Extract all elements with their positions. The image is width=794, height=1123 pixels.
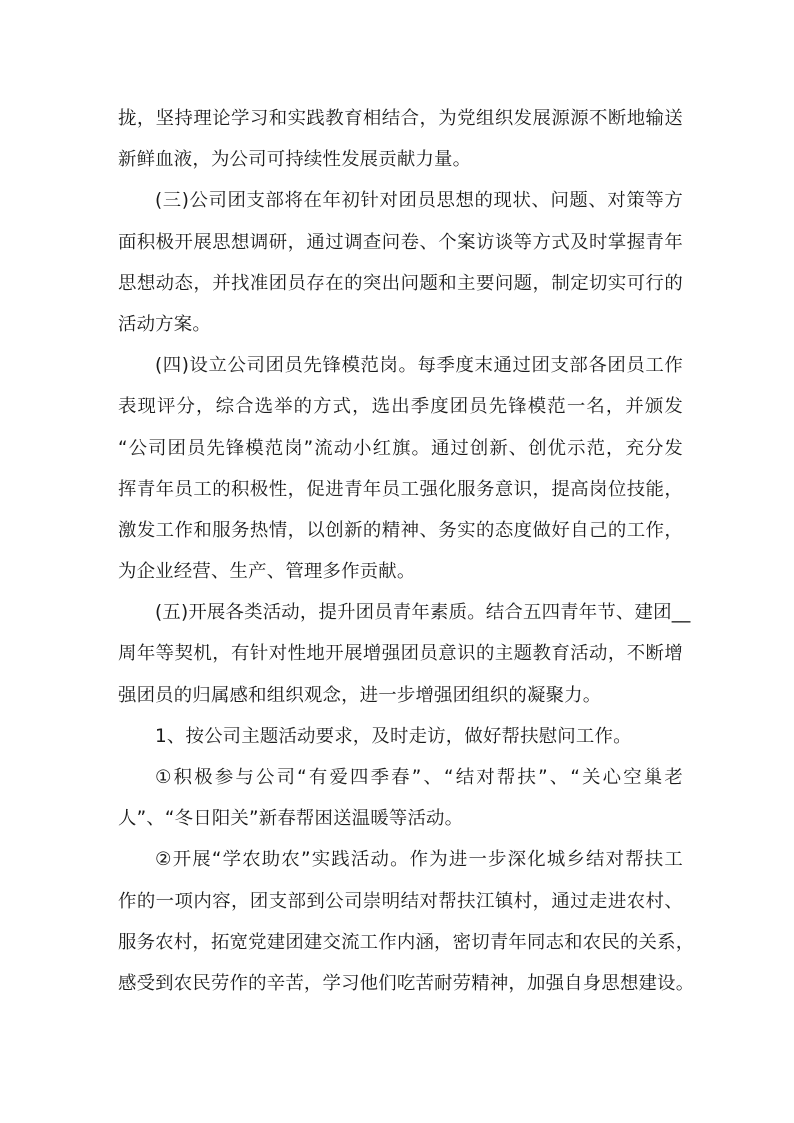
sub-item-one-line-2: 人”、“冬日阳关”新春帮困送温暖等活动。 <box>118 808 464 830</box>
paragraph-five-line-1: (五)开展各类活动，提升团员青年素质。结合五四青年节、建团__ <box>155 602 691 624</box>
sub-item-two-line-1: ②开展“学农助农”实践活动。作为进一步深化城乡结对帮扶工 <box>155 849 683 871</box>
document-body <box>118 98 695 1004</box>
paragraph-four-line-5: 激发工作和服务热情，以创新的精神、务实的态度做好自己的工作， <box>118 519 683 541</box>
item-one-line: 1、按公司主题活动要求，及时走访，做好帮扶慰问工作。 <box>155 725 632 747</box>
sub-item-two-line-4: 感受到农民劳作的辛苦，学习他们吃苦耐劳精神，加强自身思想建设。 <box>118 972 695 994</box>
paragraph-five-line-2: 周年等契机，有针对性地开展增强团员意识的主题教育活动，不断增 <box>118 643 683 665</box>
sub-item-two-line-3: 服务农村，拓宽党建团建交流工作内涵，密切青年同志和农民的关系， <box>118 931 695 953</box>
sub-item-two-line-2: 作的一项内容，团支部到公司崇明结对帮扶江镇村，通过走进农村、 <box>118 890 683 912</box>
paragraph-three-line-4: 活动方案。 <box>118 313 211 335</box>
paragraph-four-line-1: (四)设立公司团员先锋模范岗。每季度末通过团支部各团员工作 <box>155 355 683 377</box>
paragraph-four-line-6: 为企业经营、生产、管理多作贡献。 <box>118 561 416 583</box>
paragraph-five-line-3: 强团员的归属感和组织观念，进一步增强团组织的凝聚力。 <box>118 684 602 706</box>
text-line-1: 拢，坚持理论学习和实践教育相结合，为党组织发展源源不断地输送 <box>118 108 683 129</box>
paragraph-three-line-3: 思想动态，并找准团员存在的突出问题和主要问题，制定切实可行的 <box>118 272 683 294</box>
text-line-2: 新鲜血液，为公司可持续性发展贡献力量。 <box>118 149 472 171</box>
paragraph-three-line-2: 面积极开展思想调研，通过调查问卷、个案访谈等方式及时掌握青年 <box>118 231 683 253</box>
paragraph-four-line-3: “公司团员先锋模范岗”流动小红旗。通过创新、创优示范，充分发 <box>118 437 683 459</box>
paragraph-three-line-1: (三)公司团支部将在年初针对团员思想的现状、问题、对策等方 <box>155 190 683 212</box>
paragraph-four-line-4: 挥青年员工的积极性，促进青年员工强化服务意识，提高岗位技能， <box>118 478 683 500</box>
paragraph-four-line-2: 表现评分，综合选举的方式，选出季度团员先锋模范一名，并颁发 <box>118 396 683 418</box>
sub-item-one-line-1: ①积极参与公司“有爱四季春”、“结对帮扶”、“关心空巢老 <box>155 767 683 788</box>
